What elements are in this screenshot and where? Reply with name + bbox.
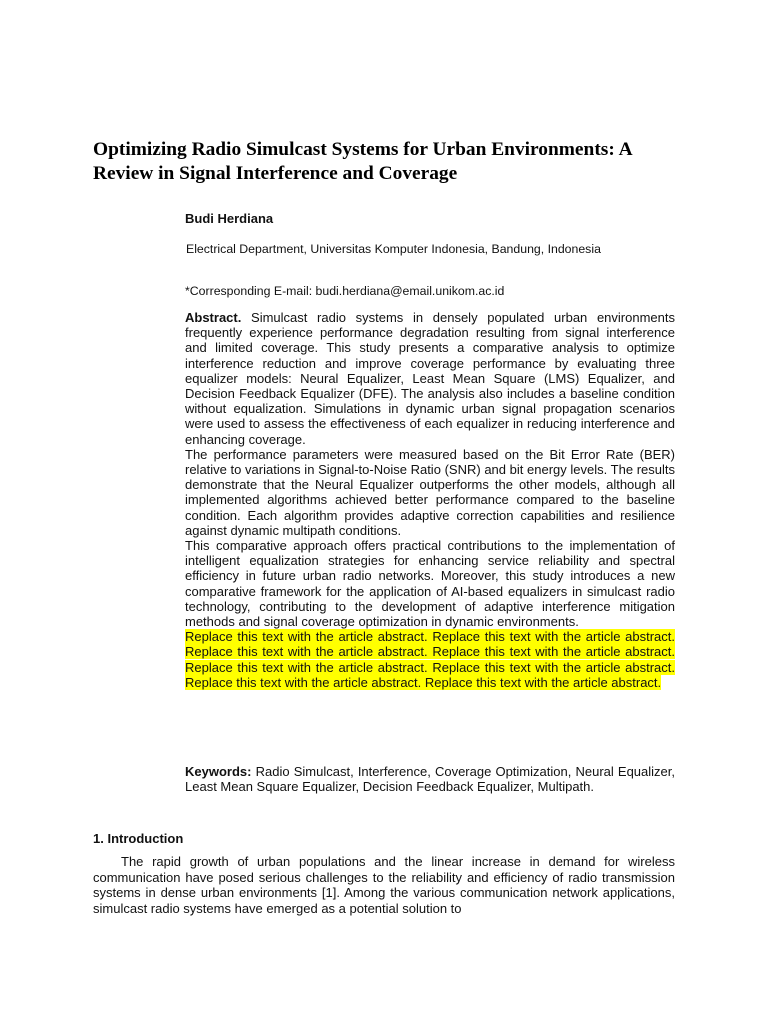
paper-title: Optimizing Radio Simulcast Systems for Urban Environments: A Review in Signal Interference and Coverage (93, 139, 632, 184)
abstract-text-1: Simulcast radio systems in densely populated urban environments frequently experience performance degradation resulting from signal interference and limited coverage. This study presents a comparative analysis to optimize interference reduction and improve coverage performance by evaluating three equalizer models: Neural Equalizer, Least Mean Square (LMS) Equalizer, and Decision Feedback Equalizer (DFE). The analysis also includes a baseline condition without equalization. Simulations in dynamic urban signal propagation scenarios were used to assess the effectiveness of each equalizer in reducing interference and enhancing coverage. (185, 310, 675, 447)
author-affiliation: Electrical Department, Universitas Komputer Indonesia, Bandung, Indonesia (186, 242, 601, 256)
abstract-paragraph-3: This comparative approach offers practical contributions to the implementation of intelligent equalization strategies for enhancing service reliability and spectral efficiency in future urban radio networks. Moreover, this study introduces a new comparative framework for the application of AI-based equalizers in simulcast radio technology, contributing to the development of adaptive interference mitigation methods and signal coverage optimization in dynamic environments. (185, 538, 675, 630)
keywords-label: Keywords: (185, 764, 252, 779)
section-heading-introduction: 1. Introduction (93, 831, 184, 846)
corresponding-email: *Corresponding E-mail: budi.herdiana@email.unikom.ac.id (185, 284, 505, 298)
abstract-placeholder-highlight: Replace this text with the article abstract. Replace this text with the article abstract. Replace this text with the article abstract. Replace this text with the article abstract. Replace this text with the article abstract. Replace this text with the article abstract. Replace this text with the article abstract. Replace this text with the article abstract. (185, 629, 675, 690)
abstract-placeholder-paragraph (185, 629, 675, 690)
author-name: Budi Herdiana (185, 211, 274, 226)
abstract-paragraph-2: The performance parameters were measured based on the Bit Error Rate (BER) relative to variations in Signal-to-Noise Ratio (SNR) and bit energy levels. The results demonstrate that the Neural Equalizer outperforms the other models, although all implemented algorithms achieved better performance compared to the baseline condition. Each algorithm provides adaptive correction capabilities and resilience against dynamic multipath conditions. (185, 446, 675, 538)
introduction-paragraph: The rapid growth of urban populations and the linear increase in demand for wireless communication have posed serious challenges to the reliability and efficiency of radio transmission systems in dense urban environments [1]. Among the various communication network applications, simulcast radio systems have emerged as a potential solution to (93, 854, 675, 916)
keywords-text: Radio Simulcast, Interference, Coverage Optimization, Neural Equalizer, Least Mean Square Equalizer, Decision Feedback Equalizer, Multipath. (185, 764, 675, 795)
abstract-section (185, 310, 675, 690)
keywords-section (185, 764, 675, 794)
abstract-label: Abstract. (185, 310, 242, 325)
abstract-paragraph-1 (185, 310, 675, 447)
